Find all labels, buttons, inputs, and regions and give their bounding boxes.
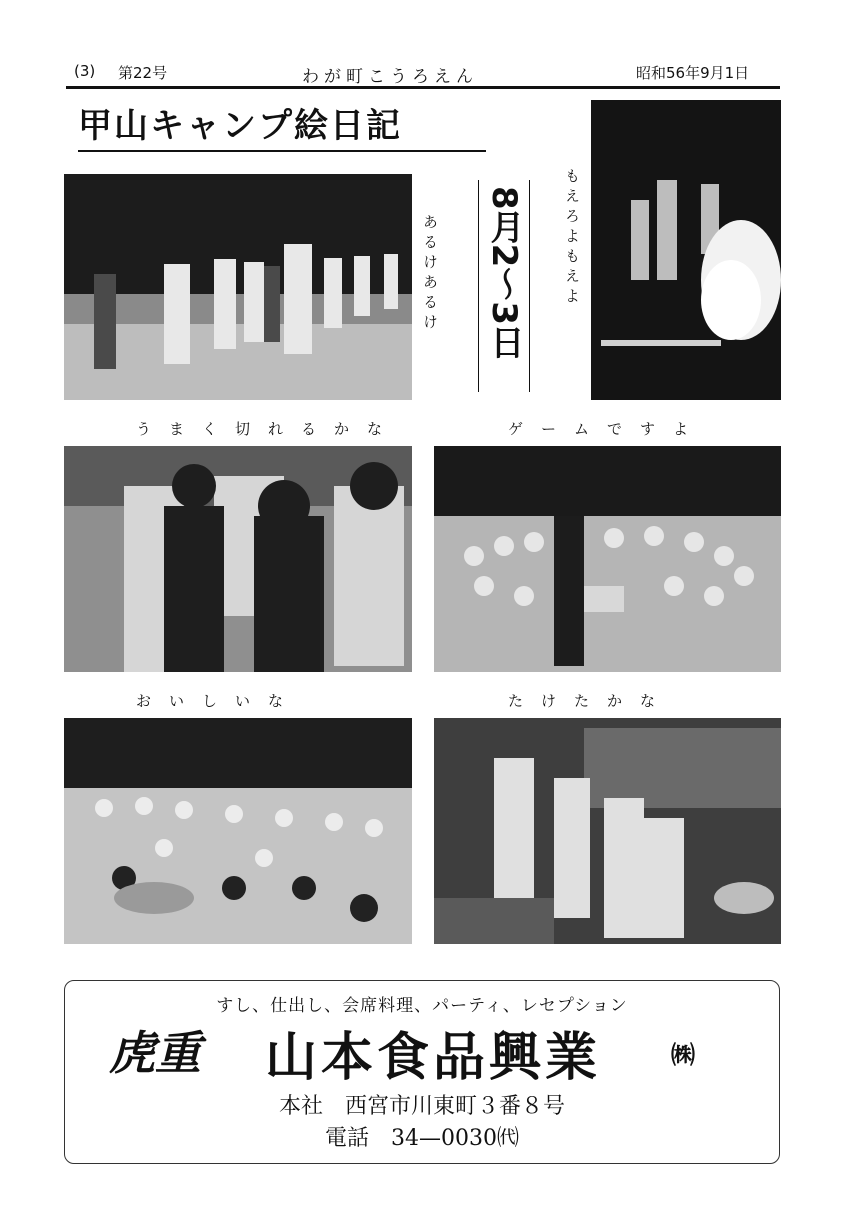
issue-date: 昭和56年9月1日 [636, 64, 750, 82]
event-dates: 8月2〜3日 [484, 186, 524, 359]
photo-eating [64, 718, 412, 944]
ad-brand-logo: 虎重 [109, 1026, 201, 1080]
ad-company-suffix: ㈱ [671, 1041, 695, 1069]
event-dates-box [478, 180, 530, 392]
advertisement [64, 980, 780, 1164]
photo-cutting [64, 446, 412, 672]
title-underline [78, 150, 486, 152]
article-title: 甲山キャンプ絵日記 [78, 106, 402, 146]
photo-walking [64, 174, 412, 400]
photo-cooking [434, 718, 781, 944]
photo-bonfire [591, 100, 781, 400]
caption-eating: おいしいな [136, 692, 302, 710]
ad-address: 本社 西宮市川東町３番８号 [278, 1094, 565, 1119]
caption-cutting: うまく切れるかな [136, 420, 401, 438]
caption-game: ゲームですよ [508, 420, 707, 438]
caption-bonfire: もえろよもえよ [563, 168, 581, 308]
header-rule [66, 86, 780, 89]
ad-tagline: すし、仕出し、会席料理、パーティ、レセプション [216, 996, 628, 1016]
caption-cooking: たけたかな [508, 692, 674, 710]
caption-walking: あるけあるけ [421, 214, 439, 334]
ad-company-name: 山本食品興業 [265, 1028, 602, 1088]
issue-number: 第22号 [118, 64, 168, 82]
publication-name: わが町こうろえん [302, 67, 478, 87]
photo-game [434, 446, 781, 672]
page-number: (3) [74, 62, 96, 80]
ad-phone: 電話 34—0030㈹ [325, 1126, 519, 1151]
